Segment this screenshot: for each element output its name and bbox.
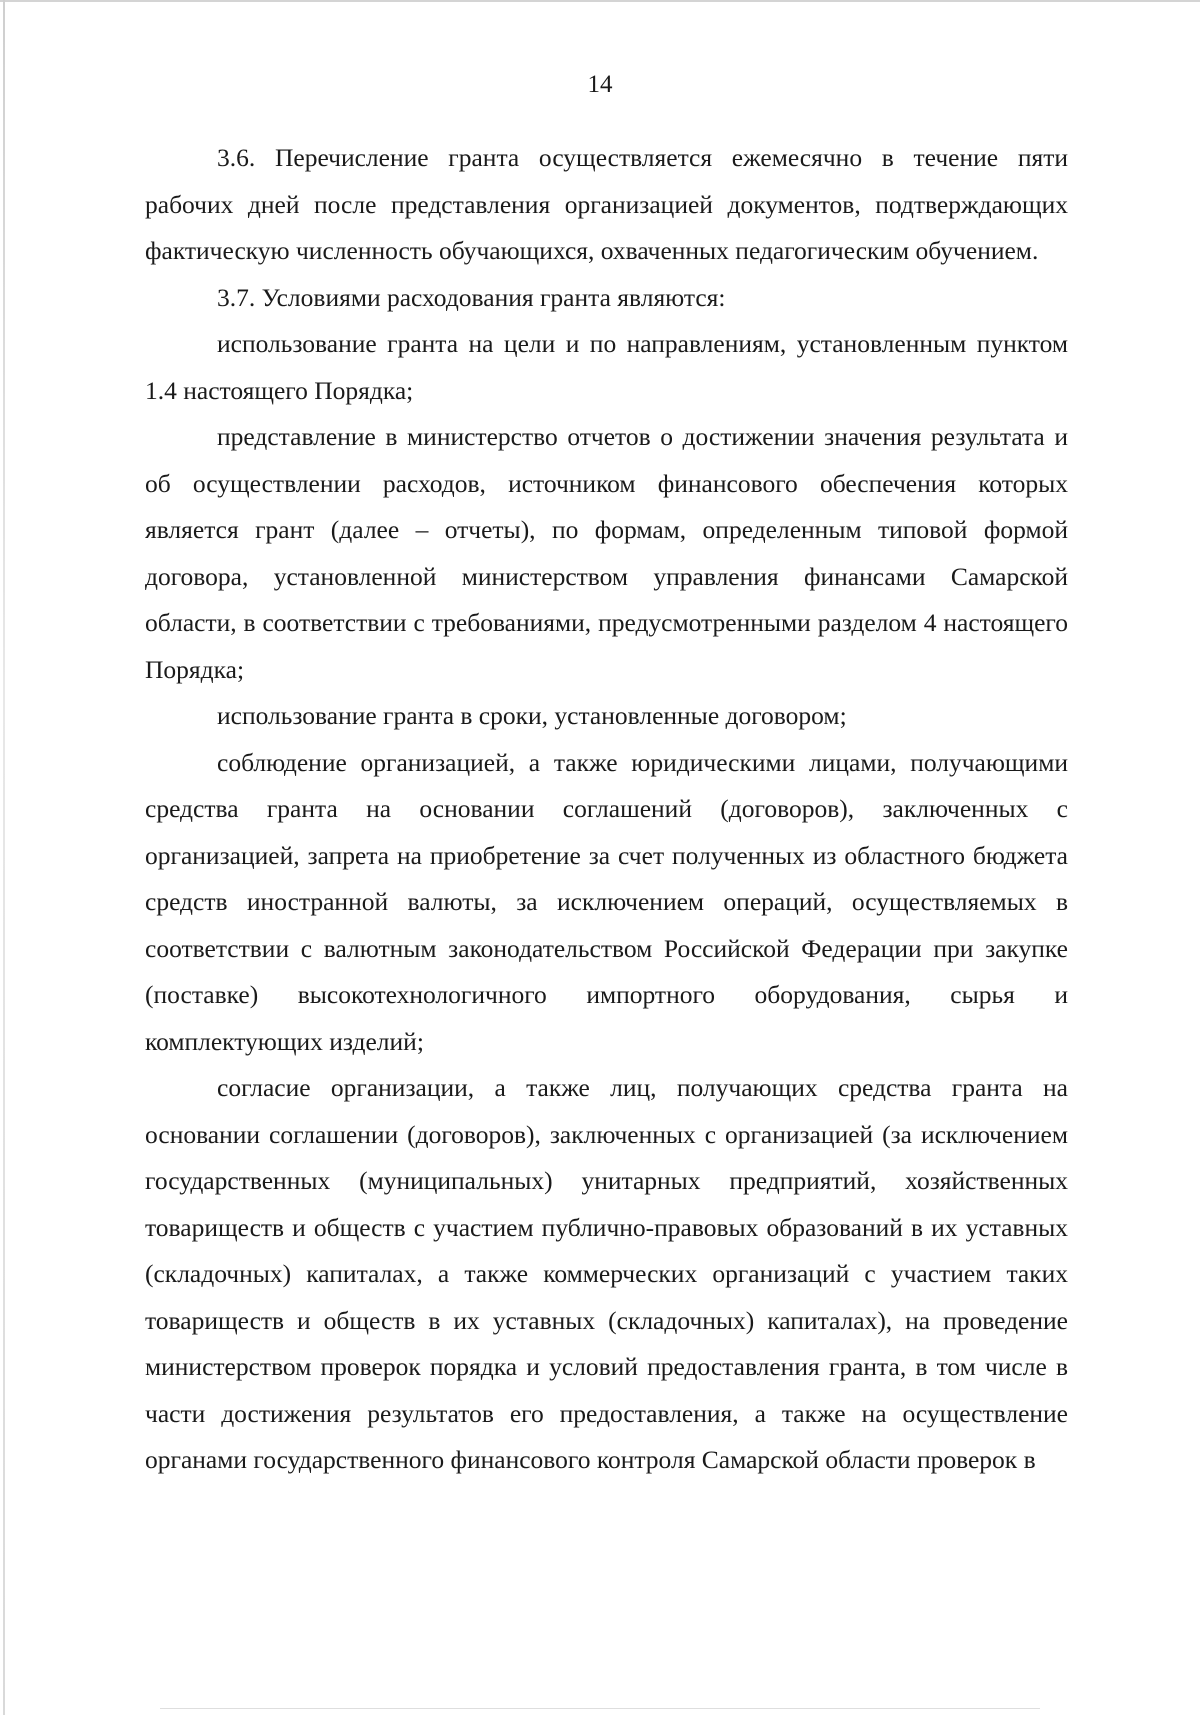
condition-deadlines: использование гранта в сроки, установленные договором;: [217, 701, 847, 730]
condition-reports: представление в министерство отчетов о достижении значения результата и об осуществлении расходов, источником финансового обеспечения которых является грант (далее – отчеты), по формам, определенным типовой формой договора, установленной министерством управления финансами Самарской области, в соответствии с требованиями, предусмотренными разделом 4 настоящего Порядка;: [145, 422, 1068, 684]
condition-currency-ban: соблюдение организацией, а также юридическими лицами, получающими средства гранта на основании соглашений (договоров), заключенных с организацией, запрета на приобретение за счет полученных из областного бюджета средств иностранной валюты, за исключением операций, осуществляемых в соответствии с валютным законодательством Российской Федерации при закупке (поставке) высокотехнологичного импортного оборудования, сырья и комплектующих изделий;: [145, 747, 1068, 1056]
document-body: [145, 135, 1068, 1484]
scan-bottom-edge: [160, 1708, 1040, 1709]
condition-purpose: использование гранта на цели и по направлениям, установленным пунктом 1.4 настоящего Порядка;: [145, 329, 1068, 405]
paragraph-3-6: 3.6. Перечисление гранта осуществляется ежемесячно в течение пяти рабочих дней после представления организацией документов, подтверждающих фактическую численность обучающихся, охваченных педагогическим обучением.: [145, 143, 1068, 265]
condition-audit-consent: согласие организации, а также лиц, получающих средства гранта на основании соглашении (договоров), заключенных с организацией (за исключением государственных (муниципальных) унитарных предприятий, хозяйственных товариществ и обществ с участием публично-правовых образований в их уставных (складочных) капиталах, а также коммерческих организаций с участием таких товариществ и обществ в их уставных (складочных) капиталах), на проведение министерством проверок порядка и условий предоставления гранта, в том числе в части достижения результатов его предоставления, а также на осуществление органами государственного финансового контроля Самарской области проверок в: [145, 1073, 1068, 1474]
scan-left-edge: [3, 0, 5, 1715]
paragraph-3-7: 3.7. Условиями расходования гранта являются:: [217, 282, 726, 312]
page-number: 14: [587, 71, 613, 98]
scan-top-edge: [0, 0, 1200, 2]
